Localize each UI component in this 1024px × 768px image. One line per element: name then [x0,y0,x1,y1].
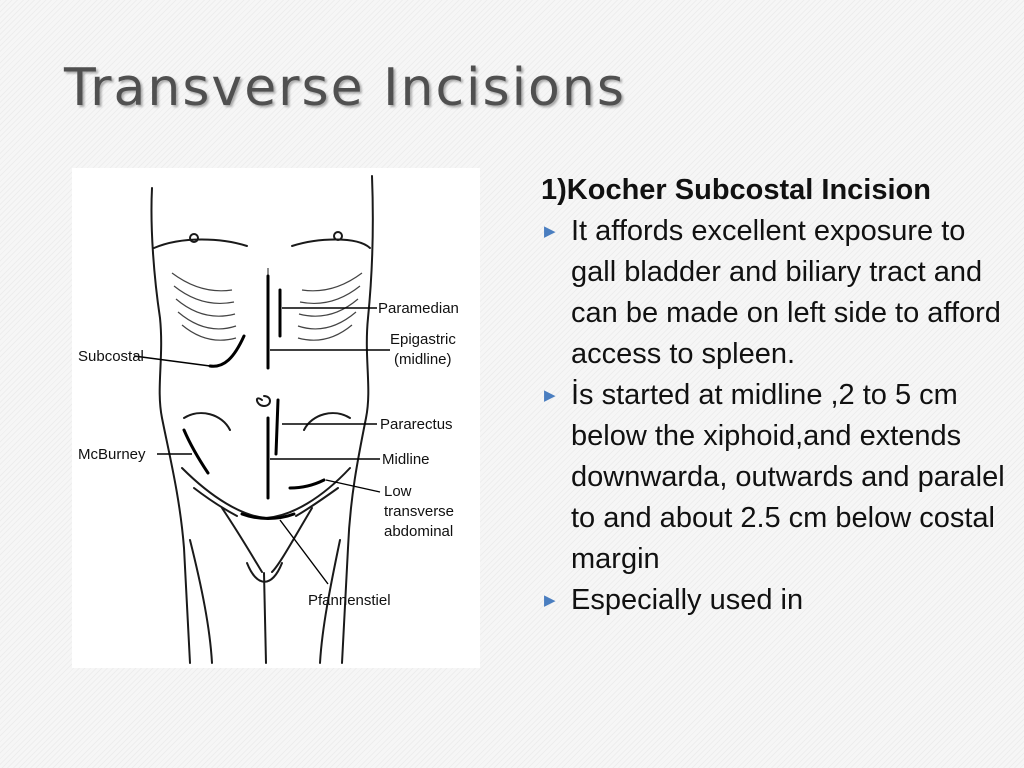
bullet-text: İs started at midline ,2 to 5 cm below the xiphoid,and extends downwarda, outwards and paralel to and about 2.5 cm below costal margin [571,379,1005,575]
triangle-right-icon: ▶ [544,223,556,240]
torso-outline [151,176,372,663]
label-pararectus: Pararectus [380,416,453,433]
triangle-right-icon: ▶ [544,592,556,609]
label-subcostal: Subcostal [78,348,144,365]
label-mcburney: McBurney [78,446,146,463]
bullet-text: Especially used in [571,584,804,616]
label-abdominal: abdominal [384,523,454,540]
incisions-diagram [72,168,480,668]
label-paramedian: Paramedian [378,300,459,317]
bullet-item [541,375,1011,580]
incision-lines [184,276,324,519]
bullet-text: It affords excellent exposure to gall bladder and biliary tract and can be made on left side to afford access to spleen. [571,215,1001,370]
label-epigastric: Epigastric [390,331,456,348]
slide-content [541,170,1011,621]
label-transverse: transverse [384,503,455,520]
label-low: Low [384,483,412,500]
leader-lines [134,308,390,584]
slide-title: Transverse Incisions [64,58,626,118]
label-midline: Midline [382,451,430,468]
triangle-right-icon: ▶ [544,387,556,404]
label-midline-paren: (midline) [394,351,452,368]
bullet-item [541,580,1011,621]
heading-kocher-subcostal: 1)Kocher Subcostal Incision [541,174,931,206]
label-pfannenstiel: Pfannenstiel [308,592,391,609]
torso-drawing [72,168,480,668]
bullet-item [541,211,1011,375]
